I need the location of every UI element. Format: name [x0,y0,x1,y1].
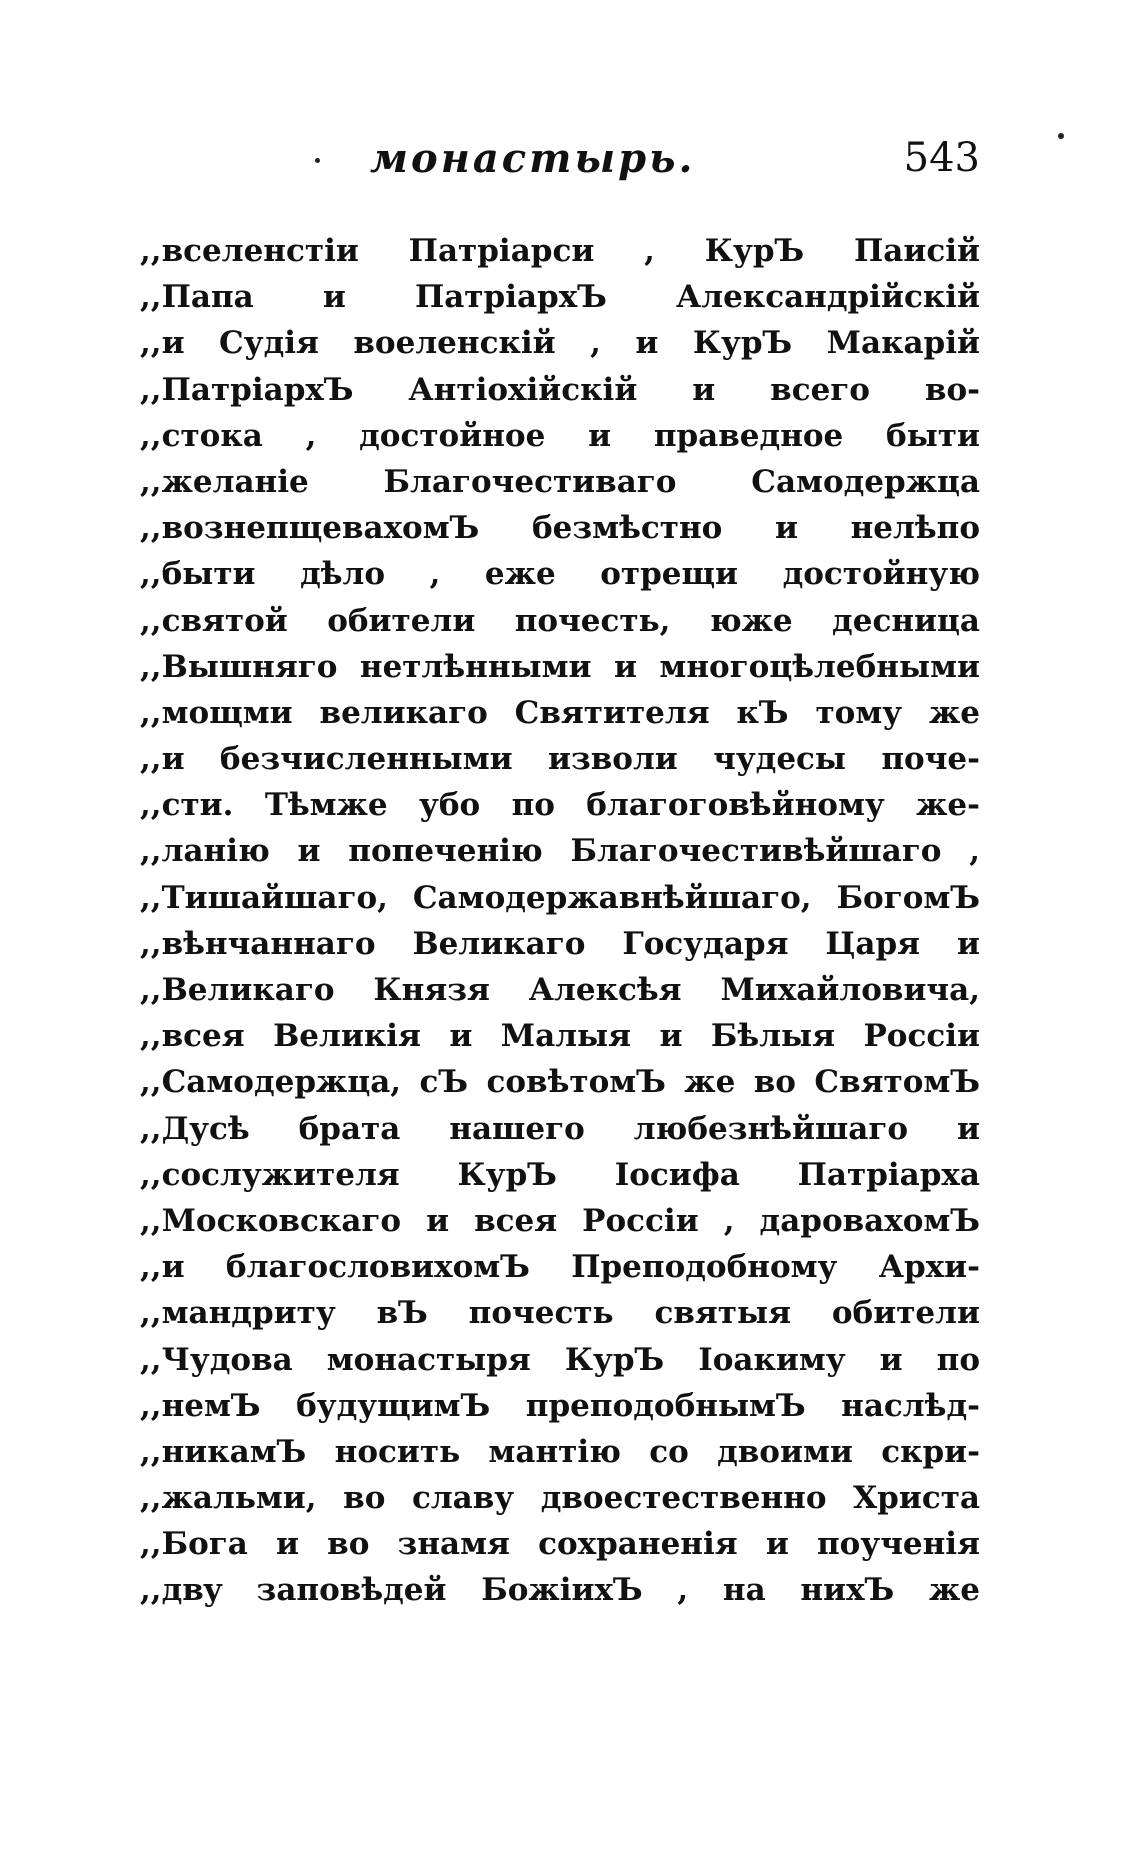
text-line: ,,быти дѣло , еже отрещи достойную [140,556,980,593]
text-line: ,,Вышняго нетлѣнными и многоцѣлебными [140,648,980,685]
text-line: ,,вѣнчаннаго Великаго Государя Царя и [140,925,980,962]
text-line: ,,святой обители почесть, юже десница [140,602,980,639]
text-line: ,,Великаго Князя Алексѣя Михайловича, [140,972,980,1008]
text-line: ,,сослужителя КурЪ Іосифа Патріарха [140,1156,980,1193]
page-header [140,135,980,195]
text-line: ,,Папа и ПатріархЪ Александрійскій [140,279,980,316]
text-line: ,,стока , достойное и праведное быти [140,417,980,454]
text-line: ,,сти. Тѣмже убо по благоговѣйному же- [140,787,980,824]
text-line: ,,вознепщевахомЪ безмѣстно и нелѣпо [140,510,980,547]
text-line: ,,Чудова монастыря КурЪ Іоакиму и по [140,1341,980,1378]
ink-speck [315,158,320,163]
text-line: ,,Московскаго и всея Россіи , даровахомЪ [140,1202,980,1239]
page-number: 543 [903,135,980,181]
text-line: ,,Дусѣ брата нашего любезнѣйшаго и [140,1110,980,1147]
text-line: ,,вселенстіи Патріарси , КурЪ Паисій [140,233,980,269]
text-line: ,,ПатріархЪ Антіохійскій и всего во- [140,371,980,408]
text-line: ,,всея Великія и Малыя и Бѣлыя Россіи [140,1018,980,1055]
text-line: ,,никамЪ носить мантію со двоими скри- [140,1433,980,1470]
text-line: ,,мандриту вЪ почесть святыя обители [140,1295,980,1332]
body-text [140,228,980,1614]
text-line: ,,желаніе Благочестиваго Самодержца [140,463,980,500]
text-line: ,,мощми великаго Святителя кЪ тому же [140,694,980,731]
text-line: ,,Самодержца, сЪ совѣтомЪ же во СвятомЪ [140,1064,980,1101]
text-line: ,,и Судія воеленскій , и КурЪ Макарій [140,325,980,362]
text-line: ,,и благословихомЪ Преподобному Архи- [140,1249,980,1286]
text-line: ,,Бога и во знамя сохраненія и поученія [140,1526,980,1563]
text-line: ,,Тишайшаго, Самодержавнѣйшаго, БогомЪ [140,879,980,916]
text-line: ,,жальми, во славу двоестественно Христа [140,1480,980,1517]
text-line: ,,двy заповѣдей БожіихЪ , на нихЪ же [140,1572,980,1609]
text-line: ,,и безчисленными изволи чудесы поче- [140,741,980,778]
running-head: монастырь. [370,135,696,182]
text-line: ,,ланію и попеченію Благочестивѣйшаго , [140,833,980,870]
text-line: ,,немЪ будущимЪ преподобнымЪ наслѣд- [140,1387,980,1424]
ink-speck [1058,133,1064,139]
